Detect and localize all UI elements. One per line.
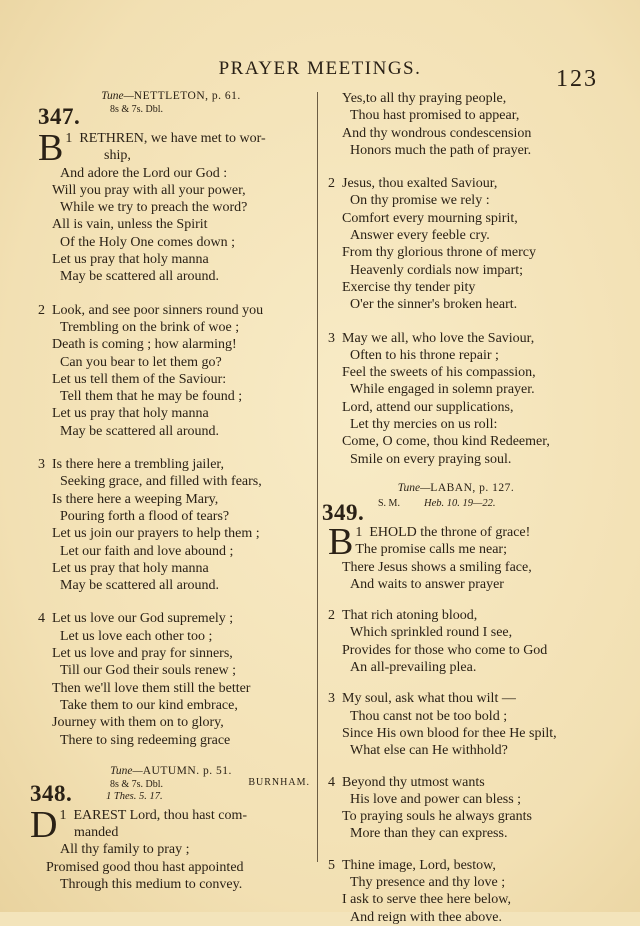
verse-line: There to sing redeeming grace	[60, 732, 231, 748]
verse-line: Exercise thy tender pity	[342, 279, 476, 295]
verse-line: Which sprinkled round I see,	[350, 625, 513, 641]
verse-line: 2 Look, and see poor sinners round you	[38, 302, 264, 318]
verse-line: 1 B RETHREN, we have met to wor-	[38, 127, 266, 169]
verse-line: 1 D EAREST Lord, thou hast com-	[30, 803, 248, 846]
verse-line: And adore the Lord our God :	[60, 165, 228, 181]
hymn-348-header	[30, 777, 312, 807]
verse-line: Let us love each other too ;	[60, 628, 213, 644]
verse-line: Till our God their souls renew ;	[60, 663, 237, 679]
verse-line: Trembling on the brink of woe ;	[60, 319, 240, 335]
verse-line: Provides for those who come to God	[342, 642, 548, 658]
verse-line: While engaged in solemn prayer.	[350, 382, 535, 398]
verse-line: Answer every feeble cry.	[350, 228, 490, 244]
left-column	[30, 90, 312, 893]
verse-line: 4 Beyond thy utmost wants	[328, 774, 485, 790]
hymn-347-stanza-2	[30, 302, 312, 440]
page-title: PRAYER MEETINGS.	[218, 58, 422, 79]
verse-line: manded	[74, 825, 119, 841]
scripture-ref: 1 Thes. 5. 17.	[106, 790, 163, 802]
verse-line: Thou canst not be too bold ;	[350, 708, 508, 724]
hymn-349-stanza-1	[320, 520, 592, 593]
meter: 8s & 7s. Dbl.	[110, 104, 164, 115]
verse-line: An all-prevailing plea.	[350, 660, 477, 676]
verse-line: Let us tell them of the Saviour:	[52, 371, 227, 387]
verse-line: Of the Holy One comes down ;	[60, 234, 235, 250]
verse-line: Pouring forth a flood of tears?	[60, 508, 230, 524]
stanza-number: 5	[328, 857, 335, 873]
stanza-number: 4	[38, 611, 45, 627]
column-divider	[317, 92, 318, 862]
verse-line: Thou hast promised to appear,	[350, 108, 520, 124]
verse-line: There Jesus shows a smiling face,	[342, 559, 532, 575]
hymn-347-stanza-1	[30, 127, 312, 286]
tune-line-347: Tune—NETTLETON, p. 61.	[101, 90, 241, 102]
drop-cap: B	[38, 127, 64, 169]
verse-line: 2 Jesus, thou exalted Saviour,	[328, 176, 498, 192]
verse-line: Tell them that he may be found ;	[60, 389, 243, 405]
verse-line: Feel the sweets of his compassion,	[342, 365, 536, 381]
verse-line: Honors much the path of prayer.	[350, 142, 532, 158]
stanza-number: 2	[328, 176, 335, 192]
hymn-349-stanza-3	[320, 690, 592, 759]
meter: 8s & 7s. Dbl.	[110, 778, 164, 790]
verse-line: Is there here a weeping Mary,	[52, 491, 219, 507]
hymn-349-header	[320, 494, 592, 524]
verse-line: Through this medium to convey.	[60, 876, 243, 892]
verse-line: 3 My soul, ask what thou wilt —	[328, 691, 516, 707]
stanza-number: 1	[355, 524, 363, 540]
hymn-348-stanza-1	[30, 803, 312, 893]
tune-line-348: Tune—AUTUMN. p. 51.	[110, 764, 232, 777]
verse-line: While we try to preach the word?	[60, 200, 248, 216]
drop-cap: B	[328, 520, 354, 563]
verse-line: May be scattered all around.	[60, 423, 219, 439]
hymn-348-stanza-3	[320, 330, 592, 468]
verse-line: 1 B EHOLD the throne of grace!	[328, 520, 531, 563]
meter: S. M.	[378, 497, 400, 509]
stanza-number: 2	[38, 302, 45, 318]
hymn-348-continued	[320, 90, 592, 159]
verse-line: Promised good thou hast appointed	[46, 859, 244, 875]
verse-line: To praying souls he always grants	[342, 809, 532, 825]
hymn-347-stanza-4	[30, 610, 312, 748]
page-number: 123	[556, 66, 598, 92]
verse-line: 2 That rich atoning blood,	[328, 608, 478, 624]
verse-line: Let us pray that holy manna	[52, 406, 209, 422]
verse-line: I ask to serve thee here below,	[342, 892, 511, 908]
stanza-number: 3	[328, 691, 335, 707]
verse-line: Take them to our kind embrace,	[60, 697, 238, 713]
hymn-347-stanza-3	[30, 456, 312, 594]
right-column	[320, 90, 592, 926]
verse-line: Smile on every praying soul.	[350, 451, 512, 467]
verse-line: All is vain, unless the Spirit	[52, 217, 208, 233]
stanza-number: 1	[59, 807, 67, 823]
verse-line: His love and power can bless ;	[350, 791, 522, 807]
scripture-ref: Heb. 10. 19—22.	[424, 497, 496, 509]
verse-line: 4 Let us love our God supremely ;	[38, 611, 234, 627]
verse-line: Often to his throne repair ;	[350, 347, 499, 363]
hymn-348-stanza-2	[320, 175, 592, 313]
verse-line: Can you bear to let them go?	[60, 354, 222, 370]
verse-line: O'er the sinner's broken heart.	[350, 297, 518, 313]
verse-line: Then we'll love them still the better	[52, 680, 251, 696]
verse-line: On thy promise we rely :	[350, 193, 490, 209]
tune-line-349: Tune—LABAN, p. 127.	[397, 481, 515, 494]
verse-line: 5 Thine image, Lord, bestow,	[328, 857, 496, 873]
verse-line: Lord, attend our supplications,	[342, 399, 514, 415]
verse-line: Let our faith and love abound ;	[60, 543, 234, 559]
verse-line: Comfort every mourning spirit,	[342, 210, 518, 226]
verse-line: And thy wondrous condescension	[342, 125, 532, 141]
hymn-347-header	[30, 102, 312, 130]
verse-line: Let us pray that holy manna	[52, 252, 209, 268]
verse-line: And reign with thee above.	[350, 909, 503, 925]
stanza-number: 3	[328, 330, 335, 346]
verse-line: Seeking grace, and filled with fears,	[60, 474, 262, 490]
verse-line: May be scattered all around.	[60, 578, 219, 594]
stanza-number: 1	[65, 131, 73, 146]
verse-line: Thy presence and thy love ;	[350, 874, 506, 890]
verse-line: Let us join our prayers to help them ;	[52, 526, 260, 542]
verse-line: May be scattered all around.	[60, 269, 219, 285]
stanza-number: 4	[328, 774, 335, 790]
composer: BURNHAM.	[248, 776, 310, 788]
verse-line: Yes,to all thy praying people,	[342, 91, 507, 106]
stanza-number: 2	[328, 608, 335, 624]
verse-line: And waits to answer prayer	[350, 576, 504, 592]
hymn-number: 349.	[322, 499, 365, 525]
hymn-349-stanza-5	[320, 857, 592, 926]
verse-line: Heavenly cordials now impart;	[350, 262, 524, 278]
verse-line: 3 May we all, who love the Saviour,	[328, 330, 535, 346]
verse-line: Come, O come, thou kind Redeemer,	[342, 434, 550, 450]
verse-line: More than they can express.	[350, 826, 508, 842]
verse-line: 3 Is there here a trembling jailer,	[38, 457, 225, 473]
verse-line: What else can He withhold?	[350, 743, 508, 759]
verse-line: Will you pray with all your power,	[52, 182, 246, 198]
verse-line: Journey with them on to glory,	[52, 715, 224, 731]
hymn-number: 348.	[30, 780, 73, 806]
hymn-349-stanza-2	[320, 607, 592, 676]
verse-line: All thy family to pray ;	[60, 842, 190, 858]
verse-line: The promise calls me near;	[355, 542, 507, 558]
verse-line: From thy glorious throne of mercy	[342, 245, 537, 261]
verse-line: Since His own blood for thee He spilt,	[342, 725, 557, 741]
drop-cap: D	[30, 803, 58, 846]
hymn-number: 347.	[38, 104, 81, 129]
verse-line: Let thy mercies on us roll:	[350, 417, 498, 433]
hymn-349-stanza-4	[320, 774, 592, 843]
verse-line: ship,	[104, 148, 131, 164]
stanza-number: 3	[38, 457, 45, 473]
verse-line: Death is coming ; how alarming!	[52, 337, 237, 353]
verse-line: Let us love and pray for sinners,	[52, 646, 233, 662]
verse-line: Let us pray that holy manna	[52, 560, 209, 576]
